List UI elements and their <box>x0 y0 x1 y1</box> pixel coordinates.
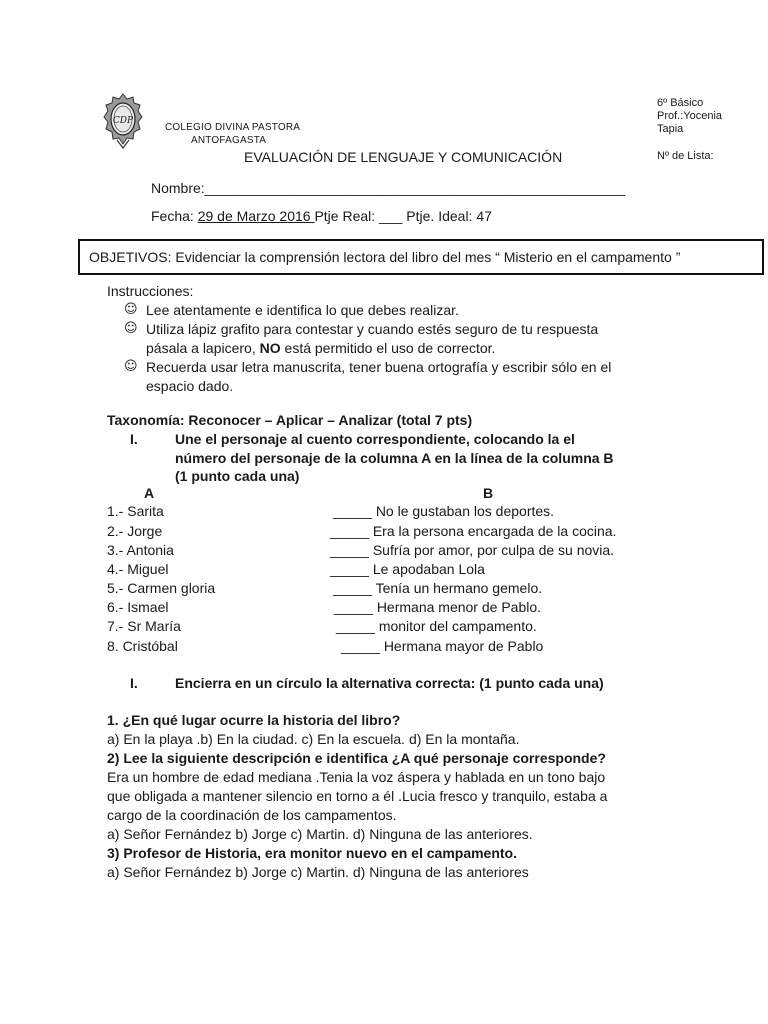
no-emphasis: NO <box>259 340 281 356</box>
question-2-text: que obligada a mantener silencio en torno a él .Lucia fresco y tranquilo, estaba a <box>107 788 608 804</box>
instructions-heading: Instrucciones: <box>107 283 194 299</box>
list-number-label: Nº de Lista: <box>657 150 714 162</box>
svg-text:CDP: CDP <box>112 116 134 126</box>
question-2: 2) Lee la siguiente descripción e identifica ¿A qué personaje corresponde? <box>107 750 606 766</box>
instruction-item: Utiliza lápiz grafito para contestar y cuando estés seguro de tu respuesta <box>146 321 599 337</box>
instruction-item-cont <box>146 340 495 356</box>
school-crest-logo <box>103 92 143 150</box>
column-a-header: A <box>144 485 155 501</box>
smiley-icon: ☺ <box>124 302 138 317</box>
description-item[interactable]: _____ Hermana menor de Pablo. <box>334 599 542 615</box>
description-item[interactable]: _____ monitor del campamento. <box>336 618 537 634</box>
character-item: 4.- Miguel <box>107 561 169 577</box>
question-1-options[interactable]: a) En la playa .b) En la ciudad. c) En la escuela. d) En la montaña. <box>107 731 520 747</box>
objectives-box <box>78 239 764 275</box>
section1-numeral: I. <box>130 431 138 447</box>
description-item[interactable]: _____ No le gustaban los deportes. <box>333 503 555 519</box>
professor-label: Prof.:Yocenia <box>657 110 723 122</box>
question-2-text: cargo de la coordinación de los campamentos. <box>107 807 397 823</box>
section1-instruction: (1 punto cada una) <box>175 468 300 484</box>
date-label: Fecha: <box>151 208 198 224</box>
question-2-text: Era un hombre de edad mediana .Tenia la voz áspera y hablada en un tono bajo <box>107 769 606 785</box>
score-line: Ptje Real: ___ Ptje. Ideal: 47 <box>314 208 492 224</box>
instruction-item: Recuerda usar letra manuscrita, tener buena ortografía y escribir sólo en el <box>146 359 612 375</box>
smiley-icon: ☺ <box>124 359 138 374</box>
instruction-text: está permitido el uso de corrector. <box>280 340 496 356</box>
description-item[interactable]: _____ Le apodaban Lola <box>330 561 485 577</box>
section2-numeral: I. <box>130 675 138 691</box>
character-item: 8. Cristóbal <box>107 638 178 654</box>
date-row <box>151 208 492 224</box>
section1-instruction: Une el personaje al cuento correspondiente, colocando la el <box>175 431 575 447</box>
instruction-item: Lee atentamente e identifica lo que debes realizar. <box>146 302 459 318</box>
grade-label: 6º Básico <box>657 97 704 109</box>
question-3: 3) Profesor de Historia, era monitor nuevo en el campamento. <box>107 845 517 861</box>
taxonomy-heading: Taxonomía: Reconocer – Aplicar – Analizar (total 7 pts) <box>107 412 473 428</box>
character-item: 7.- Sr María <box>107 618 181 634</box>
objectives-text: OBJETIVOS: Evidenciar la comprensión lectora del libro del mes “ Misterio en el campamento ” <box>89 249 681 265</box>
character-item: 3.- Antonia <box>107 542 174 558</box>
description-item[interactable]: _____ Tenía un hermano gemelo. <box>333 580 543 596</box>
description-item[interactable]: _____ Era la persona encargada de la cocina. <box>330 523 617 539</box>
question-2-options[interactable]: a) Señor Fernández b) Jorge c) Martin. d) Ninguna de las anteriores. <box>107 826 533 842</box>
school-name: COLEGIO DIVINA PASTORA <box>165 122 301 133</box>
professor-surname: Tapia <box>657 123 684 135</box>
description-item[interactable]: _____ Hermana mayor de Pablo <box>341 638 544 654</box>
date-value: 29 de Marzo 2016 <box>197 208 315 224</box>
section1-instruction: número del personaje de la columna A en la línea de la columna B <box>175 450 614 466</box>
instruction-item-cont: espacio dado. <box>146 378 234 394</box>
smiley-icon: ☺ <box>124 321 138 336</box>
description-item[interactable]: _____ Sufría por amor, por culpa de su novia. <box>330 542 615 558</box>
character-item: 1.- Sarita <box>107 503 164 519</box>
name-field[interactable]: Nombre:______________________________________________________ <box>151 180 626 196</box>
instruction-text: pásala a lapicero, <box>146 340 260 356</box>
character-item: 5.- Carmen gloria <box>107 580 216 596</box>
exam-title: EVALUACIÓN DE LENGUAJE Y COMUNICACIÓN <box>244 149 563 165</box>
character-item: 2.- Jorge <box>107 523 163 539</box>
section2-instruction: Encierra en un círculo la alternativa correcta: (1 punto cada una) <box>175 675 604 691</box>
question-3-options[interactable]: a) Señor Fernández b) Jorge c) Martin. d) Ninguna de las anteriores <box>107 864 529 880</box>
question-1: 1. ¿En qué lugar ocurre la historia del libro? <box>107 712 401 728</box>
column-b-header: B <box>483 485 494 501</box>
character-item: 6.- Ismael <box>107 599 169 615</box>
school-city: ANTOFAGASTA <box>191 135 267 146</box>
